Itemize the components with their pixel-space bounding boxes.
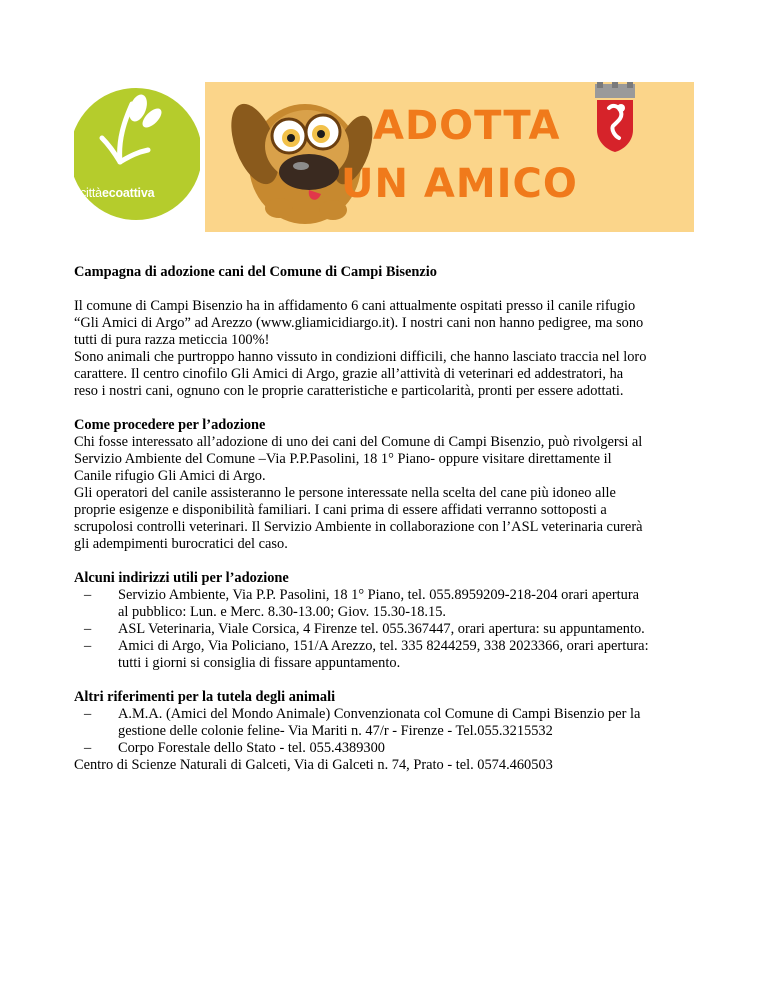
address-list xyxy=(74,587,714,672)
section-adoption-procedure xyxy=(74,417,714,553)
text-line: Gli operatori del canile assisteranno le persone interessate nella scelta del cane più idoneo alle xyxy=(74,485,616,501)
intro-paragraph xyxy=(74,298,714,400)
adopt-banner-panel xyxy=(205,82,694,232)
list-item-line: Servizio Ambiente, Via P.P. Pasolini, 18 1° Piano, tel. 055.8959209-218-204 orari apertura xyxy=(118,587,640,603)
document-title: Campagna di adozione cani del Comune di Campi Bisenzio xyxy=(74,264,438,280)
list-item xyxy=(74,587,714,621)
dash-bullet: – xyxy=(84,621,92,637)
text-line: carattere. Il centro cinofilo Gli Amici di Argo, grazie all’attività di veterinari ed addestratori, ha xyxy=(74,366,624,382)
text-line: proprie esigenze e disponibilità familiari. I cani prima di essere affidati verranno sottoposti a xyxy=(74,502,607,518)
citta-ecoattiva-logo xyxy=(74,82,200,232)
cartoon-dog-icon xyxy=(225,86,375,232)
section-other-references xyxy=(74,689,714,774)
list-item-line: A.M.A. (Amici del Mondo Animale) Convenzionata col Comune di Campi Bisenzio per la xyxy=(118,706,641,722)
headline-adotta: ADOTTA xyxy=(373,103,561,149)
list-item-line: gestione delle colonie feline- Via Mariti n. 47/r - Firenze - Tel.055.3215532 xyxy=(118,723,553,739)
list-item-line: Amici di Argo, Via Policiano, 151/A Arezzo, tel. 335 8244259, 338 2023366, orari apertura: xyxy=(118,638,649,654)
dash-bullet: – xyxy=(84,638,92,654)
coat-of-arms-icon xyxy=(591,82,639,154)
section-heading: Come procedere per l’adozione xyxy=(74,417,266,433)
text-line: reso i nostri cani, ognuno con le proprie caratteristiche e particolarità, pronti per essere adottati. xyxy=(74,383,624,399)
text-line: Chi fosse interessato all’adozione di uno dei cani del Comune di Campi Bisenzio, può rivolgersi al xyxy=(74,434,643,450)
section-useful-addresses xyxy=(74,570,714,672)
reference-list xyxy=(74,706,714,757)
dash-bullet: – xyxy=(84,587,92,603)
text-line: tutti di pura razza meticcia 100%! xyxy=(74,332,270,348)
headline-un-amico: UN AMICO xyxy=(341,161,578,207)
list-item-line: tutti i giorni si consiglia di fissare appuntamento. xyxy=(118,655,401,671)
list-item xyxy=(74,638,714,672)
text-line: Il comune di Campi Bisenzio ha in affidamento 6 cani attualmente ospitati presso il canile rifugio xyxy=(74,298,636,314)
text-line: gli adempimenti burocratici del caso. xyxy=(74,536,288,552)
logo-text: cittàecoattiva xyxy=(80,186,155,200)
list-item-line: al pubblico: Lun. e Merc. 8.30-13.00; Giov. 15.30-18.15. xyxy=(118,604,446,620)
list-item-line: Corpo Forestale dello Stato - tel. 055.4389300 xyxy=(118,740,385,756)
dash-bullet: – xyxy=(84,706,92,722)
dash-bullet: – xyxy=(84,740,92,756)
list-item xyxy=(74,706,714,740)
list-item xyxy=(74,621,714,638)
banner xyxy=(74,82,694,232)
text-line: “Gli Amici di Argo” ad Arezzo (www.gliamicidiargo.it). I nostri cani non hanno pedigree, ma sono xyxy=(74,315,644,331)
section-heading: Alcuni indirizzi utili per l’adozione xyxy=(74,570,289,586)
text-line: Canile rifugio Gli Amici di Argo. xyxy=(74,468,266,484)
section-heading: Altri riferimenti per la tutela degli animali xyxy=(74,689,336,705)
list-item-line: ASL Veterinaria, Viale Corsica, 4 Firenze tel. 055.367447, orari apertura: su appuntamento. xyxy=(118,621,645,637)
footer-line: Centro di Scienze Naturali di Galceti, Via di Galceti n. 74, Prato - tel. 0574.460503 xyxy=(74,757,553,773)
list-item xyxy=(74,740,714,757)
text-line: Sono animali che purtroppo hanno vissuto in condizioni difficili, che hanno lasciato traccia nel loro xyxy=(74,349,647,365)
text-line: scrupolosi controlli veterinari. Il Servizio Ambiente in collaborazione con l’ASL veterinaria curerà xyxy=(74,519,643,535)
text-line: Servizio Ambiente del Comune –Via P.P.Pasolini, 18 1° Piano- oppure visitare direttamente il xyxy=(74,451,612,467)
document-body xyxy=(74,264,714,774)
